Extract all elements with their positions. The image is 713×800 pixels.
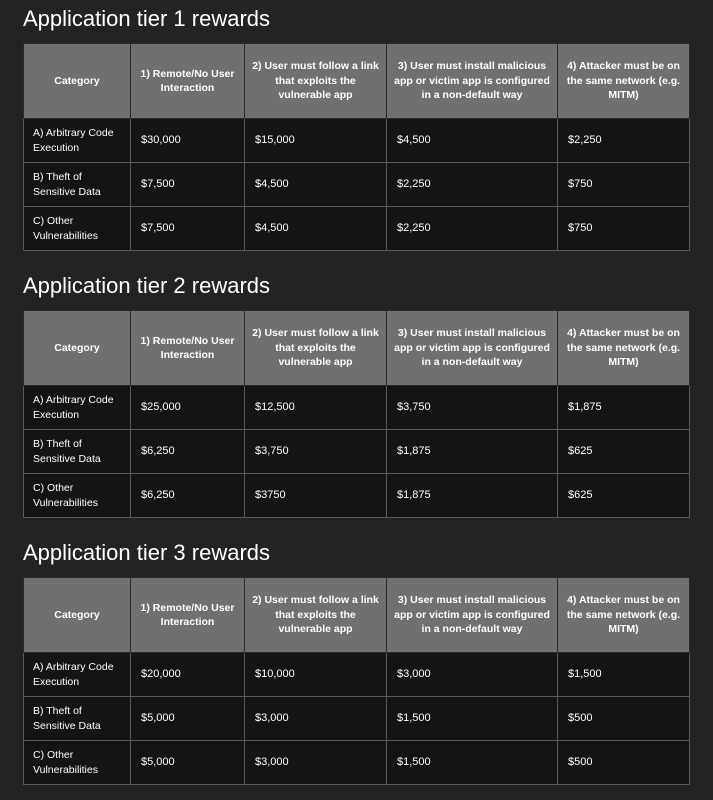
header-attacker-same-network: 4) Attacker must be on the same network (e.g. MITM) [558,578,690,653]
header-user-follow-link: 2) User must follow a link that exploits the vulnerable app [245,311,387,386]
table-row [24,430,690,474]
reward-cell: $3,000 [387,653,558,697]
header-attacker-same-network: 4) Attacker must be on the same network (e.g. MITM) [558,44,690,119]
header-category: Category [24,44,131,119]
tier-1-title: Application tier 1 rewards [23,6,271,31]
reward-cell: $4,500 [245,207,387,251]
table-row [24,653,690,697]
header-category: Category [24,311,131,386]
reward-cell: $500 [558,741,690,785]
reward-cell: $625 [558,430,690,474]
tier-3-title: Application tier 3 rewards [23,540,271,565]
reward-cell: $4,500 [387,119,558,163]
reward-cell: $20,000 [131,653,245,697]
table-header-row [24,311,690,386]
tier-2-rewards-table [23,310,690,518]
category-cell: C) Other Vulnerabilities [24,741,131,785]
reward-cell: $12,500 [245,386,387,430]
tier-2-title: Application tier 2 rewards [23,273,271,298]
reward-cell: $5,000 [131,741,245,785]
reward-cell: $1,500 [387,697,558,741]
table-row [24,119,690,163]
reward-cell: $6,250 [131,430,245,474]
reward-cell: $625 [558,474,690,518]
table-header-row [24,44,690,119]
reward-cell: $750 [558,207,690,251]
reward-cell: $2,250 [387,163,558,207]
tier-1-rewards-table [23,43,690,251]
reward-cell: $10,000 [245,653,387,697]
table-row [24,697,690,741]
table-header-row [24,578,690,653]
header-user-install-app: 3) User must install malicious app or victim app is configured in a non-default way [387,578,558,653]
reward-cell: $3750 [245,474,387,518]
category-cell: C) Other Vulnerabilities [24,207,131,251]
header-user-follow-link: 2) User must follow a link that exploits the vulnerable app [245,578,387,653]
header-user-install-app: 3) User must install malicious app or victim app is configured in a non-default way [387,311,558,386]
header-remote-no-interaction: 1) Remote/No User Interaction [131,578,245,653]
reward-cell: $750 [558,163,690,207]
reward-cell: $3,000 [245,741,387,785]
table-row [24,474,690,518]
reward-cell: $4,500 [245,163,387,207]
reward-cell: $5,000 [131,697,245,741]
header-remote-no-interaction: 1) Remote/No User Interaction [131,44,245,119]
reward-cell: $7,500 [131,207,245,251]
header-category: Category [24,578,131,653]
table-row [24,386,690,430]
category-cell: B) Theft of Sensitive Data [24,697,131,741]
table-row [24,207,690,251]
header-user-install-app: 3) User must install malicious app or victim app is configured in a non-default way [387,44,558,119]
header-attacker-same-network: 4) Attacker must be on the same network (e.g. MITM) [558,311,690,386]
category-cell: A) Arbitrary Code Execution [24,119,131,163]
reward-cell: $2,250 [387,207,558,251]
reward-cell: $500 [558,697,690,741]
category-cell: A) Arbitrary Code Execution [24,653,131,697]
header-remote-no-interaction: 1) Remote/No User Interaction [131,311,245,386]
reward-cell: $1,875 [558,386,690,430]
reward-cell: $3,750 [387,386,558,430]
reward-cell: $3,750 [245,430,387,474]
reward-cell: $2,250 [558,119,690,163]
reward-cell: $30,000 [131,119,245,163]
reward-cell: $3,000 [245,697,387,741]
reward-cell: $1,875 [387,474,558,518]
category-cell: B) Theft of Sensitive Data [24,430,131,474]
reward-cell: $15,000 [245,119,387,163]
reward-cell: $7,500 [131,163,245,207]
tier-3-rewards-table [23,577,690,785]
table-row [24,741,690,785]
reward-cell: $6,250 [131,474,245,518]
category-cell: B) Theft of Sensitive Data [24,163,131,207]
category-cell: C) Other Vulnerabilities [24,474,131,518]
table-row [24,163,690,207]
header-user-follow-link: 2) User must follow a link that exploits the vulnerable app [245,44,387,119]
reward-cell: $1,500 [558,653,690,697]
category-cell: A) Arbitrary Code Execution [24,386,131,430]
reward-cell: $1,875 [387,430,558,474]
reward-cell: $25,000 [131,386,245,430]
reward-cell: $1,500 [387,741,558,785]
